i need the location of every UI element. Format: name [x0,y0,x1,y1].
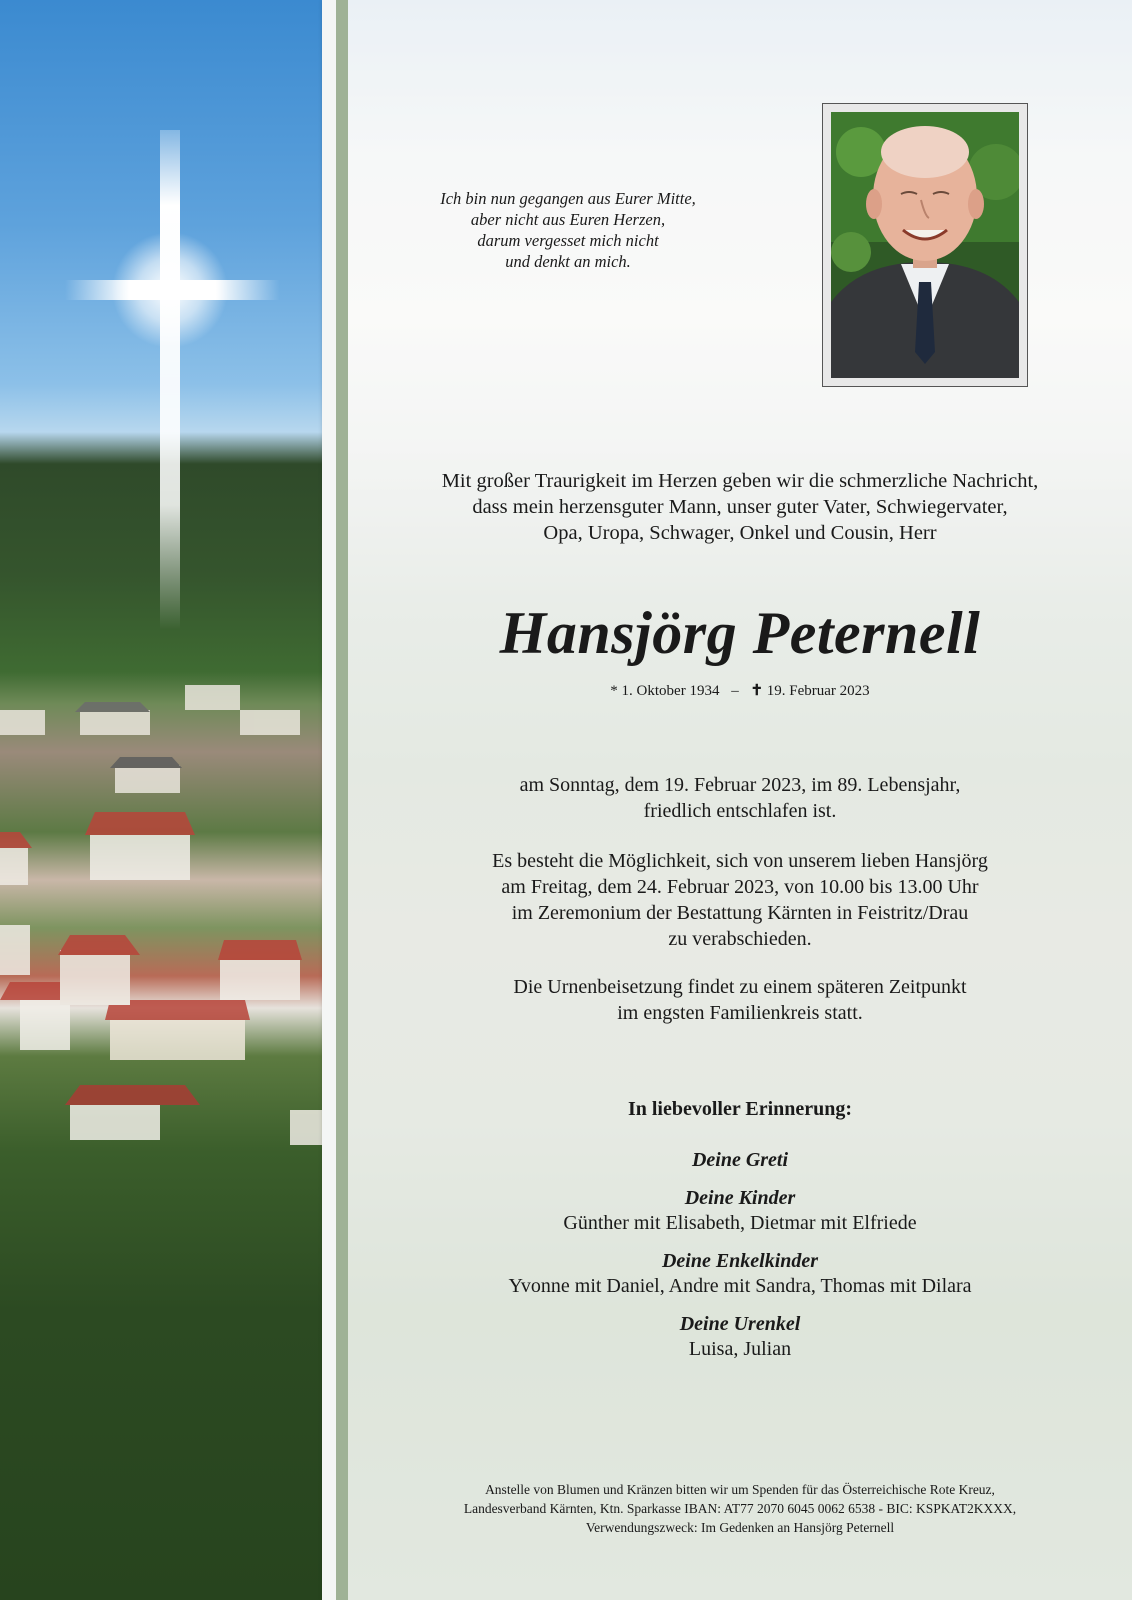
life-dates [348,681,1132,700]
family-group-great-grandchildren [348,1312,1132,1362]
farewell-line: im Zeremonium der Bestattung Kärnten in Feistritz/Drau [511,902,969,924]
date-separator: – [731,683,739,699]
donation-note [348,1480,1132,1537]
family-group-names: Yvonne mit Daniel, Andre mit Sandra, Thomas mit Dilara [508,1275,972,1297]
divider-gap [336,0,348,1600]
passing-line: friedlich entschlafen ist. [643,800,837,822]
family-list [348,1148,1132,1375]
passing-paragraph [348,772,1132,824]
family-group-names: Günther mit Elisabeth, Dietmar mit Elfriede [563,1212,917,1234]
family-group-grandchildren [348,1249,1132,1299]
portrait-frame [822,103,1028,387]
deceased-name: Hansjörg Peternell [499,600,981,666]
intro-line: Opa, Uropa, Schwager, Onkel und Cousin, Herr [543,522,937,544]
birth-date: * 1. Oktober 1934 [610,683,720,699]
family-group-title: Deine Kinder [684,1187,796,1209]
family-group-spouse [348,1148,1132,1173]
intro-paragraph [348,468,1132,546]
donation-line: Verwendungszweck: Im Gedenken an Hansjörg Peternell [585,1520,895,1535]
passing-line: am Sonntag, dem 19. Februar 2023, im 89. Lebensjahr, [519,774,961,796]
family-group-title: Deine Enkelkinder [661,1250,819,1272]
farewell-line: zu verabschieden. [668,928,812,950]
burial-paragraph [348,974,1132,1026]
farewell-line: Es besteht die Möglichkeit, sich von unserem lieben Hansjörg [492,850,988,872]
quote-line: aber nicht aus Euren Herzen, [470,210,666,229]
family-group-title: Deine Greti [691,1149,789,1171]
memory-heading: In liebevoller Erinnerung: [627,1098,853,1120]
quote-line: Ich bin nun gegangen aus Eurer Mitte, [440,189,696,208]
obituary-content [348,0,1132,1600]
quote-line: darum vergesset mich nicht [477,231,659,250]
farewell-line: am Freitag, dem 24. Februar 2023, von 10.00 bis 13.00 Uhr [501,876,979,898]
burial-line: Die Urnenbeisetzung findet zu einem späteren Zeitpunkt [513,976,967,998]
donation-line: Landesverband Kärnten, Ktn. Sparkasse IBAN: AT77 2070 6045 0062 6538 - BIC: KSPKAT2KXXX, [463,1501,1017,1516]
family-group-names: Luisa, Julian [688,1338,792,1360]
vertical-divider-bar [322,0,336,1600]
portrait-photo [831,112,1019,378]
memorial-quote [388,188,748,272]
farewell-paragraph [348,848,1132,952]
glowing-cross-icon [60,120,290,640]
burial-line: im engsten Familienkreis statt. [617,1002,863,1024]
death-date: 19. Februar 2023 [766,683,870,699]
death-cross-icon: ✝ [750,683,764,699]
intro-line: Mit großer Traurigkeit im Herzen geben wir die schmerzliche Nachricht, [441,470,1039,492]
family-group-title: Deine Urenkel [679,1313,801,1335]
quote-line: und denkt an mich. [505,252,631,271]
family-group-children [348,1186,1132,1236]
donation-line: Anstelle von Blumen und Kränzen bitten wir um Spenden für das Österreichische Rote Kreuz, [485,1482,995,1497]
intro-line: dass mein herzensguter Mann, unser guter Vater, Schwiegervater, [472,496,1008,518]
